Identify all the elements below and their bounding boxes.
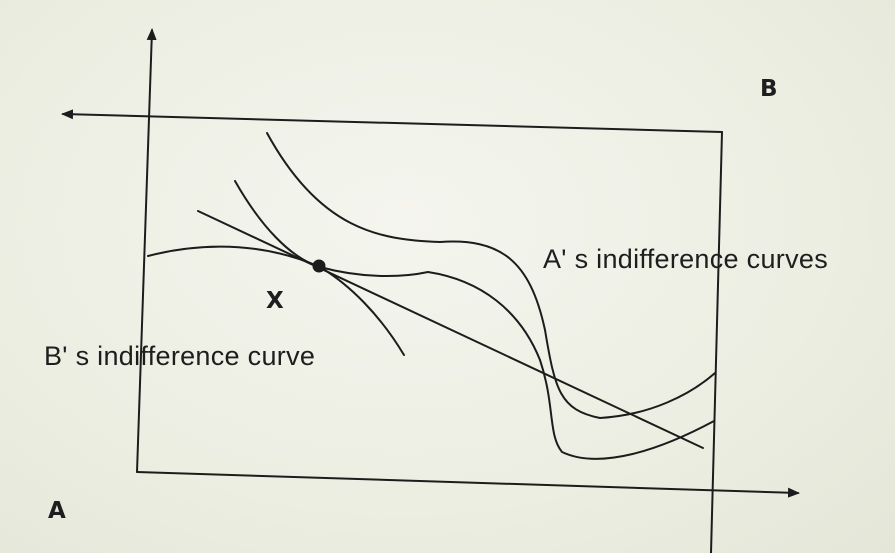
a-indifference-curve-inner	[235, 181, 714, 459]
b-horizontal-axis	[63, 114, 722, 132]
a-vertical-axis	[137, 30, 152, 472]
origin-a-label: A	[48, 498, 66, 524]
point-x-label: X	[266, 288, 284, 314]
origin-b-label: B	[760, 76, 778, 102]
tangency-point	[313, 260, 326, 273]
a-horizontal-axis	[137, 472, 798, 493]
a-indifference-curves-label: A' s indifference curves	[543, 244, 828, 274]
b-indifference-curve-label: B' s indifference curve	[44, 341, 316, 371]
